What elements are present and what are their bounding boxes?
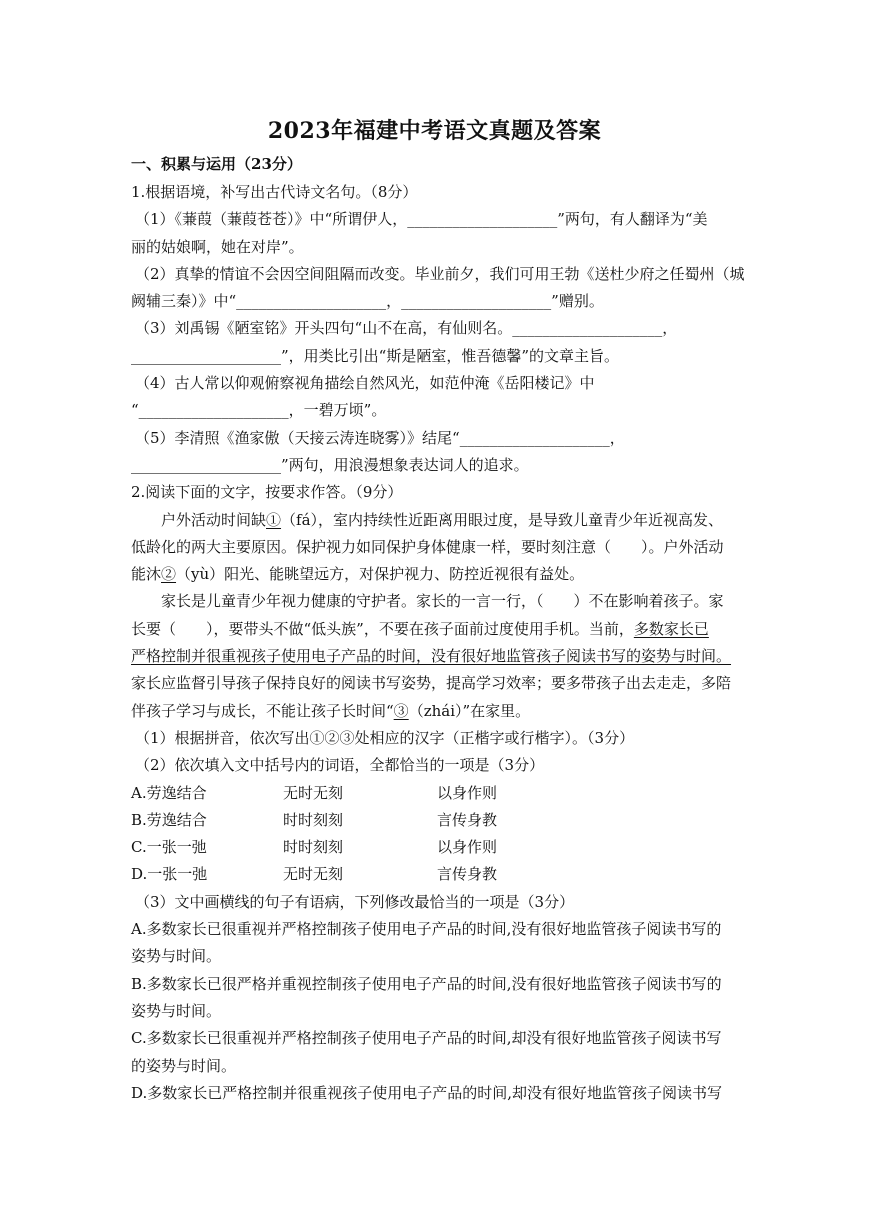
option-row-d [131, 861, 741, 888]
option-text: A.劳逸结合 [131, 783, 207, 802]
text-span: （zhái）”在家里。 [408, 701, 531, 720]
q1-part3-line1: （3）刘禹锡《陋室铭》开头四句“山不在高，有仙则名。____________________， [135, 319, 678, 338]
option-row-a [131, 780, 741, 807]
q1-part4-line2: “____________________，一碧万顷”。 [131, 401, 387, 420]
q1-part3-line2: ____________________”，用类比引出“斯是陋室，惟吾德馨”的文章主旨。 [131, 346, 620, 365]
option-row-b [131, 807, 741, 834]
option-text: 言传身教 [437, 810, 498, 829]
choice-c-line1: C.多数家长已很重视并严格控制孩子使用电子产品的时间,却没有很好地监管孩子阅读书写 [131, 1029, 722, 1048]
option-text: B.劳逸结合 [131, 810, 207, 829]
q1-part5-line2: ____________________”两句，用浪漫想象表达词人的追求。 [131, 455, 529, 474]
option-text: 时时刻刻 [283, 838, 344, 857]
passage-p1-line1 [131, 507, 741, 534]
text-span: 长要（ ），要带头不做“低头族”，不要在孩子面前过度使用手机。当前， [131, 619, 634, 638]
option-text: 以身作则 [437, 838, 498, 857]
subq-3: （3）文中画横线的句子有语病，下列修改最恰当的一项是（3分） [135, 892, 575, 911]
q1-part5-line1: （5）李清照《渔家傲（天接云涛连晓雾）》结尾“____________________， [135, 428, 625, 447]
option-text: 言传身教 [437, 865, 498, 884]
choice-a-line1: A.多数家长已很重视并严格控制孩子使用电子产品的时间,没有很好地监管孩子阅读书写的 [131, 920, 722, 939]
underlined-sentence-end: 严格控制并很重视孩子使用电子产品的时间，没有很好地监管孩子阅读书写的姿势与时间。 [131, 647, 732, 666]
q1-part1-line1: （1）《蒹葭（蒹葭苍苍）》中“所谓伊人，____________________”两句，有人翻译为“美 [135, 210, 708, 229]
text-span: （yù）阳光、能眺望远方，对保护视力、防控近视很有益处。 [176, 565, 585, 584]
passage-p2-line5 [131, 698, 741, 725]
text-span: 能沐 [131, 565, 162, 584]
page-title: 2023年福建中考语文真题及答案 [267, 118, 602, 144]
underlined-sentence-start: 多数家长已 [633, 619, 709, 638]
option-text: C.一张一弛 [131, 838, 207, 857]
q1-part1-line2: 丽的姑娘啊，她在对岸”。 [131, 237, 304, 256]
text-span: 伴孩子学习与成长，不能让孩子长时间“ [131, 701, 394, 720]
option-text: 以身作则 [437, 783, 498, 802]
passage-p2-line3 [131, 643, 741, 670]
choice-d-line1: D.多数家长已严格控制并很重视孩子使用电子产品的时间,却没有很好地监管孩子阅读书写 [131, 1083, 723, 1102]
choice-b-line2: 姿势与时间。 [131, 1001, 222, 1020]
passage-p2-line1: 家长是儿童青少年视力健康的守护者。家长的一言一行，（ ）不在影响着孩子。家 [161, 592, 724, 611]
q2-stem: 2.阅读下面的文字，按要求作答。（9分） [131, 483, 403, 502]
passage-p1-line3 [131, 561, 741, 588]
text-span: 户外活动时间缺 [161, 510, 267, 529]
q1-stem: 1.根据语境，补写出古代诗文名句。（8分） [131, 183, 418, 201]
q1-part4-line1: （4）古人常以仰观俯察视角描绘自然风光，如范仲淹《岳阳楼记》中 [135, 374, 595, 393]
option-text: 时时刻刻 [283, 810, 344, 829]
option-row-c [131, 834, 741, 861]
option-text: D.一张一弛 [131, 865, 208, 884]
blank-marker-2: ② [161, 565, 177, 584]
subq-2: （2）依次填入文中括号内的词语，全都恰当的一项是（3分） [135, 756, 545, 775]
passage-p1-line2: 低龄化的两大主要原因。保护视力如同保护身体健康一样，要时刻注意（ ）。户外活动 [131, 537, 724, 556]
q1-part2-line1: （2）真挚的情谊不会因空间阻隔而改变。毕业前夕，我们可用王勃《送杜少府之任蜀州（城 [135, 264, 745, 283]
passage-p2-line4: 家长应监督引导孩子保持良好的阅读书写姿势，提高学习效率；要多带孩子出去走走，多陪 [131, 674, 732, 693]
blank-marker-1: ① [266, 510, 282, 529]
q1-part2-line2: 阙辅三秦）》中“____________________，____________________”赠别。 [131, 292, 604, 311]
blank-marker-3: ③ [393, 701, 409, 720]
subq-1: （1）根据拼音，依次写出①②③处相应的汉字（正楷字或行楷字）。（3分） [135, 728, 635, 747]
text-span: （fá），室内持续性近距离用眼过度，是导致儿童青少年近视高发、 [281, 510, 724, 529]
option-text: 无时无刻 [283, 865, 344, 884]
choice-b-line1: B.多数家长已很严格并重视控制孩子使用电子产品的时间,没有很好地监管孩子阅读书写的 [131, 974, 722, 993]
choice-c-line2: 的姿势与时间。 [131, 1056, 237, 1075]
section-heading: 一、积累与运用（23分） [131, 155, 302, 173]
choice-a-line2: 姿势与时间。 [131, 947, 222, 966]
passage-p2-line2 [131, 616, 741, 643]
question-1 [131, 179, 745, 1107]
option-text: 无时无刻 [283, 783, 344, 802]
